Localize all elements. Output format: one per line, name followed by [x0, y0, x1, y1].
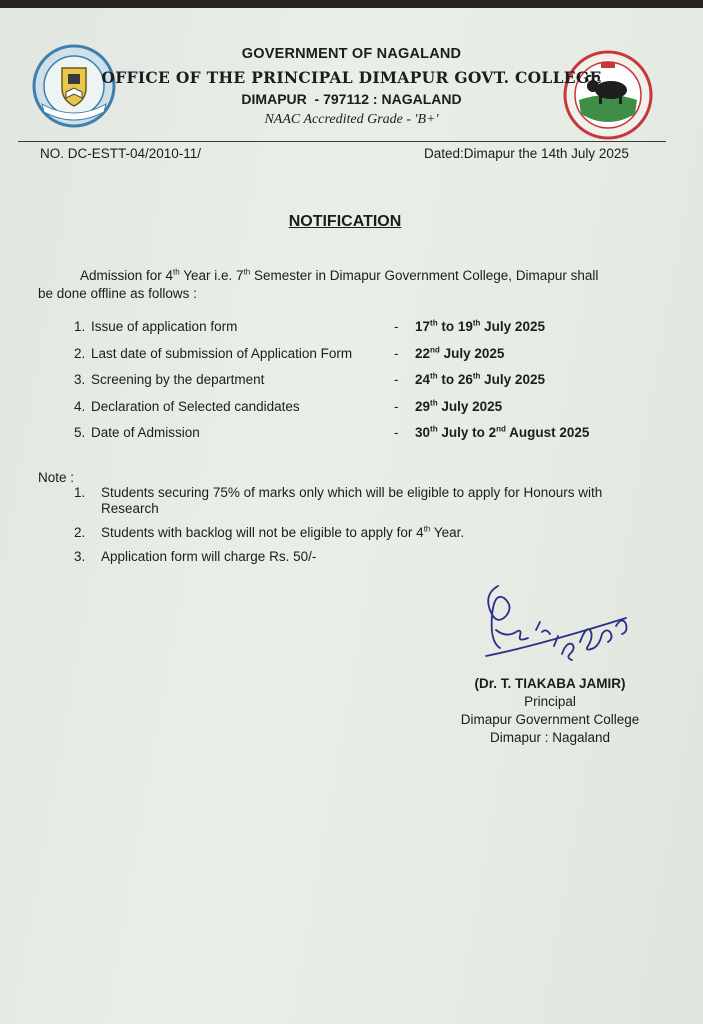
handwritten-signature	[476, 576, 646, 676]
naac-grade: NAAC Accredited Grade - 'B+'	[264, 112, 439, 127]
schedule-item: 4. Declaration of Selected candidates - 29th July 2025	[74, 398, 503, 414]
note-heading: Note :	[38, 470, 75, 485]
signatory-name: (Dr. T. TIAKABA JAMIR)	[474, 676, 626, 691]
note-item: 3. Application form will charge Rs. 50/-	[74, 549, 317, 564]
notification-title: NOTIFICATION	[288, 213, 402, 230]
document-page	[0, 8, 703, 1024]
header-divider	[18, 141, 666, 142]
address-line: DIMAPUR - 797112 : NAGALAND	[241, 91, 462, 107]
signatory-designation: Principal	[524, 694, 576, 709]
schedule-item: 5. Date of Admission - 30th July to 2nd August 2025	[74, 424, 590, 440]
note-item: 1. Students securing 75% of marks only which will be eligible to apply for Honours with Research	[74, 485, 603, 516]
schedule-item: 3. Screening by the department - 24th to 26th July 2025	[74, 371, 545, 387]
schedule-item: 2. Last date of submission of Application Form - 22nd July 2025	[74, 345, 505, 361]
reference-number: NO. DC-ESTT-04/2010-11/	[40, 146, 202, 161]
note-item: 2. Students with backlog will not be eligible to apply for 4th Year.	[74, 524, 465, 540]
signatory-place: Dimapur : Nagaland	[489, 730, 611, 745]
schedule-item: 1. Issue of application form - 17th to 19th July 2025	[74, 318, 545, 334]
office-heading: OFFICE OF THE PRINCIPAL DIMAPUR GOVT. COLLEGE	[101, 68, 602, 87]
government-heading: GOVERNMENT OF NAGALAND	[241, 46, 462, 62]
signatory-institution: Dimapur Government College	[460, 712, 640, 727]
intro-paragraph: Admission for 4th Year i.e. 7th Semester in Dimapur Government College, Dimapur shall be done offline as follows :	[38, 267, 599, 301]
date-line: Dated:Dimapur the 14th July 2025	[424, 146, 629, 161]
